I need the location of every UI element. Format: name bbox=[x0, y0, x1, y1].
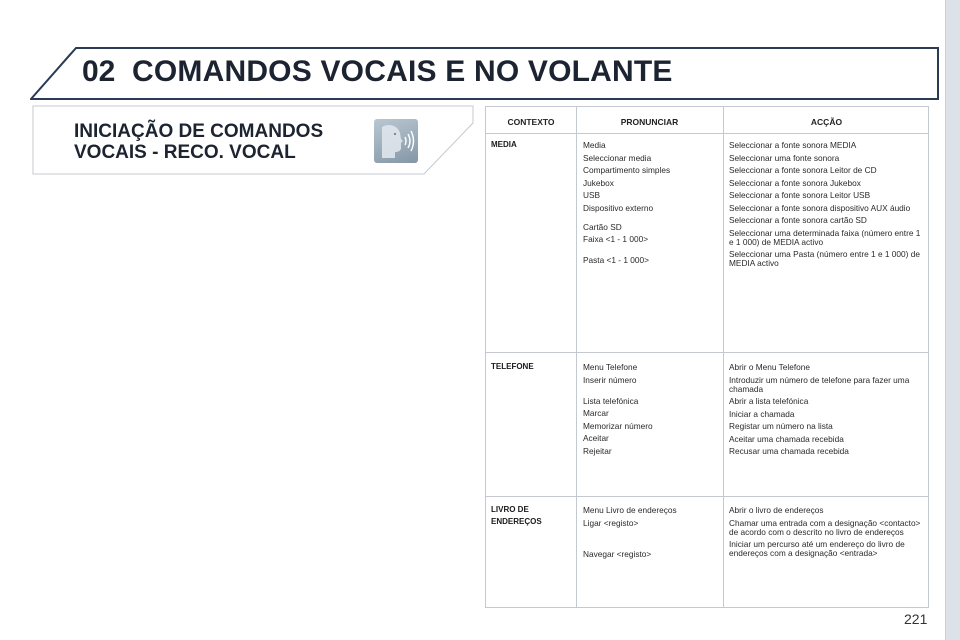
list-item: Recusar uma chamada recebida bbox=[729, 446, 849, 456]
header-action: ACÇÃO bbox=[810, 117, 843, 127]
chapter-header bbox=[30, 47, 940, 100]
section-title-line2: VOCAIS - RECO. VOCAL bbox=[74, 142, 296, 163]
context-livro-de-enderecos bbox=[491, 504, 571, 528]
context-line1: LIVRO DE bbox=[491, 505, 529, 514]
list-item: Menu Telefone bbox=[583, 362, 638, 372]
list-item: Compartimento simples bbox=[583, 165, 671, 175]
list-item: Ligar <registo> bbox=[583, 517, 639, 528]
page-title: COMANDOS VOCAIS E NO VOLANTE bbox=[132, 55, 673, 88]
section-title-line1: INICIAÇÃO DE COMANDOS bbox=[74, 121, 324, 142]
action-list-enderecos bbox=[729, 506, 925, 562]
list-item: Marcar bbox=[583, 408, 609, 418]
column-divider bbox=[723, 107, 724, 607]
list-item: Memorizar número bbox=[583, 420, 653, 431]
action-list-media bbox=[729, 141, 925, 272]
list-item: Aceitar uma chamada recebida bbox=[729, 433, 844, 444]
row-divider bbox=[486, 352, 928, 353]
context-media: MEDIA bbox=[491, 140, 517, 149]
page-number: 221 bbox=[904, 611, 928, 627]
header-pronounce: PRONUNCIAR bbox=[620, 117, 679, 127]
list-item: Aceitar bbox=[583, 433, 609, 443]
list-item: Cartão SD bbox=[583, 221, 622, 232]
list-item: Lista telefónica bbox=[583, 395, 639, 406]
list-item: Dispositivo externo bbox=[583, 202, 654, 213]
row-divider bbox=[486, 496, 928, 497]
list-item: Navegar <registo> bbox=[583, 548, 652, 559]
list-item: Iniciar a chamada bbox=[729, 408, 795, 419]
list-item: Media bbox=[583, 140, 606, 150]
list-item: Chamar uma entrada com a designação <contacto> de acordo com o descrito no livro de endereços bbox=[729, 517, 921, 537]
list-item: Iniciar um percurso até um endereço do livro de endereços com a designação <entrada> bbox=[729, 539, 905, 558]
row-divider bbox=[486, 133, 928, 134]
action-list-telefone bbox=[729, 363, 925, 460]
pronounce-list-media bbox=[583, 141, 721, 269]
side-strip bbox=[945, 0, 960, 640]
list-item: Seleccionar media bbox=[583, 152, 652, 163]
list-item: Seleccionar a fonte sonora Leitor USB bbox=[729, 190, 871, 200]
list-item: Seleccionar uma determinada faixa (número entre 1 e 1 000) de MEDIA activo bbox=[729, 227, 921, 247]
pronounce-list-telefone bbox=[583, 363, 721, 459]
header-context: CONTEXTO bbox=[507, 117, 555, 127]
list-item: Pasta <1 - 1 000> bbox=[583, 255, 649, 265]
list-item: Abrir o livro de endereços bbox=[729, 505, 824, 515]
list-item: Seleccionar a fonte sonora Leitor de CD bbox=[729, 165, 877, 175]
list-item: Introduzir um número de telefone para fazer uma chamada bbox=[729, 374, 910, 394]
list-item: Seleccionar a fonte sonora dispositivo AUX áudio bbox=[729, 202, 911, 213]
list-item: Seleccionar uma fonte sonora bbox=[729, 152, 840, 163]
list-item: Inserir número bbox=[583, 374, 637, 385]
list-item: Menu Livro de endereços bbox=[583, 505, 677, 515]
voice-command-icon bbox=[374, 119, 418, 163]
list-item: Registar um número na lista bbox=[729, 421, 833, 431]
section-header bbox=[32, 105, 474, 175]
list-item: Seleccionar uma Pasta (número entre 1 e 1 000) de MEDIA activo bbox=[729, 249, 920, 268]
list-item: USB bbox=[583, 190, 601, 200]
context-line2: ENDEREÇOS bbox=[491, 517, 542, 526]
list-item: Abrir o Menu Telefone bbox=[729, 362, 811, 372]
chapter-number: 02 bbox=[82, 55, 116, 88]
pronounce-list-enderecos bbox=[583, 506, 721, 562]
list-item: Faixa <1 - 1 000> bbox=[583, 234, 649, 244]
list-item: Rejeitar bbox=[583, 445, 612, 456]
list-item: Seleccionar a fonte sonora cartão SD bbox=[729, 215, 867, 225]
list-item: Seleccionar a fonte sonora Jukebox bbox=[729, 177, 861, 188]
list-item: Seleccionar a fonte sonora MEDIA bbox=[729, 140, 857, 150]
list-item: Jukebox bbox=[583, 177, 614, 188]
column-divider bbox=[576, 107, 577, 607]
list-item: Abrir a lista telefónica bbox=[729, 396, 809, 406]
context-telefone: TELEFONE bbox=[491, 362, 534, 371]
section-title bbox=[74, 121, 364, 163]
voice-command-table bbox=[485, 106, 929, 608]
